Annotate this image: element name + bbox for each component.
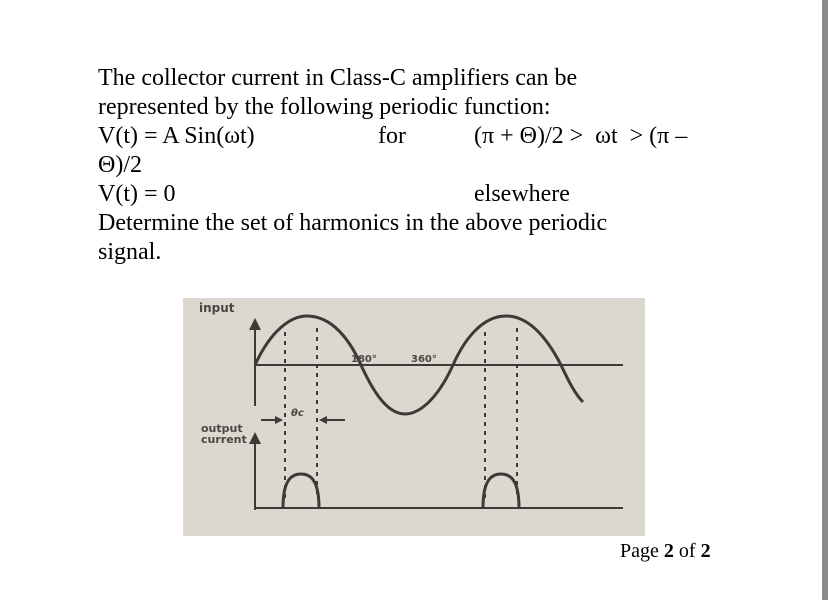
page-total: 2 <box>700 540 711 562</box>
problem-statement <box>98 64 738 267</box>
label-180: 180° <box>351 354 377 365</box>
equation-1-continuation: Θ)/2 <box>98 152 142 178</box>
page-prefix: Page <box>620 540 659 562</box>
equation-1-condition: (π + Θ)/2 > ωt > (π – <box>474 123 688 149</box>
theta-arrowhead-left <box>275 416 283 424</box>
theta-arrowhead-right <box>319 416 327 424</box>
equation-2-condition: elsewhere <box>474 181 570 207</box>
problem-line-7: signal. <box>98 239 162 265</box>
input-axis-arrow <box>249 318 261 330</box>
output-label-line-2: current <box>201 433 247 446</box>
equation-2 <box>98 180 738 209</box>
page-current: 2 <box>663 540 674 562</box>
problem-line-2: represented by the following periodic function: <box>98 94 551 120</box>
theta-c-label: θc <box>291 408 304 419</box>
output-label-line-1: output <box>201 422 243 435</box>
page-of: of <box>678 540 696 562</box>
equation-1-lhs: V(t) = A Sin(ωt) <box>98 123 255 149</box>
output-pulse-2 <box>483 474 519 508</box>
label-360: 360° <box>411 354 437 365</box>
input-label: input <box>199 301 235 315</box>
equation-2-lhs: V(t) = 0 <box>98 181 176 207</box>
page-number <box>620 540 711 563</box>
page-edge <box>822 0 828 600</box>
output-axis-arrow <box>249 432 261 444</box>
problem-line-1: The collector current in Class-C amplifiers can be <box>98 65 578 91</box>
class-c-waveform-figure <box>183 298 645 536</box>
equation-1 <box>98 122 738 151</box>
waveform-diagram <box>183 298 645 536</box>
equation-1-for: for <box>378 123 406 149</box>
output-pulse-1 <box>283 474 319 508</box>
problem-line-6: Determine the set of harmonics in the above periodic <box>98 210 608 236</box>
